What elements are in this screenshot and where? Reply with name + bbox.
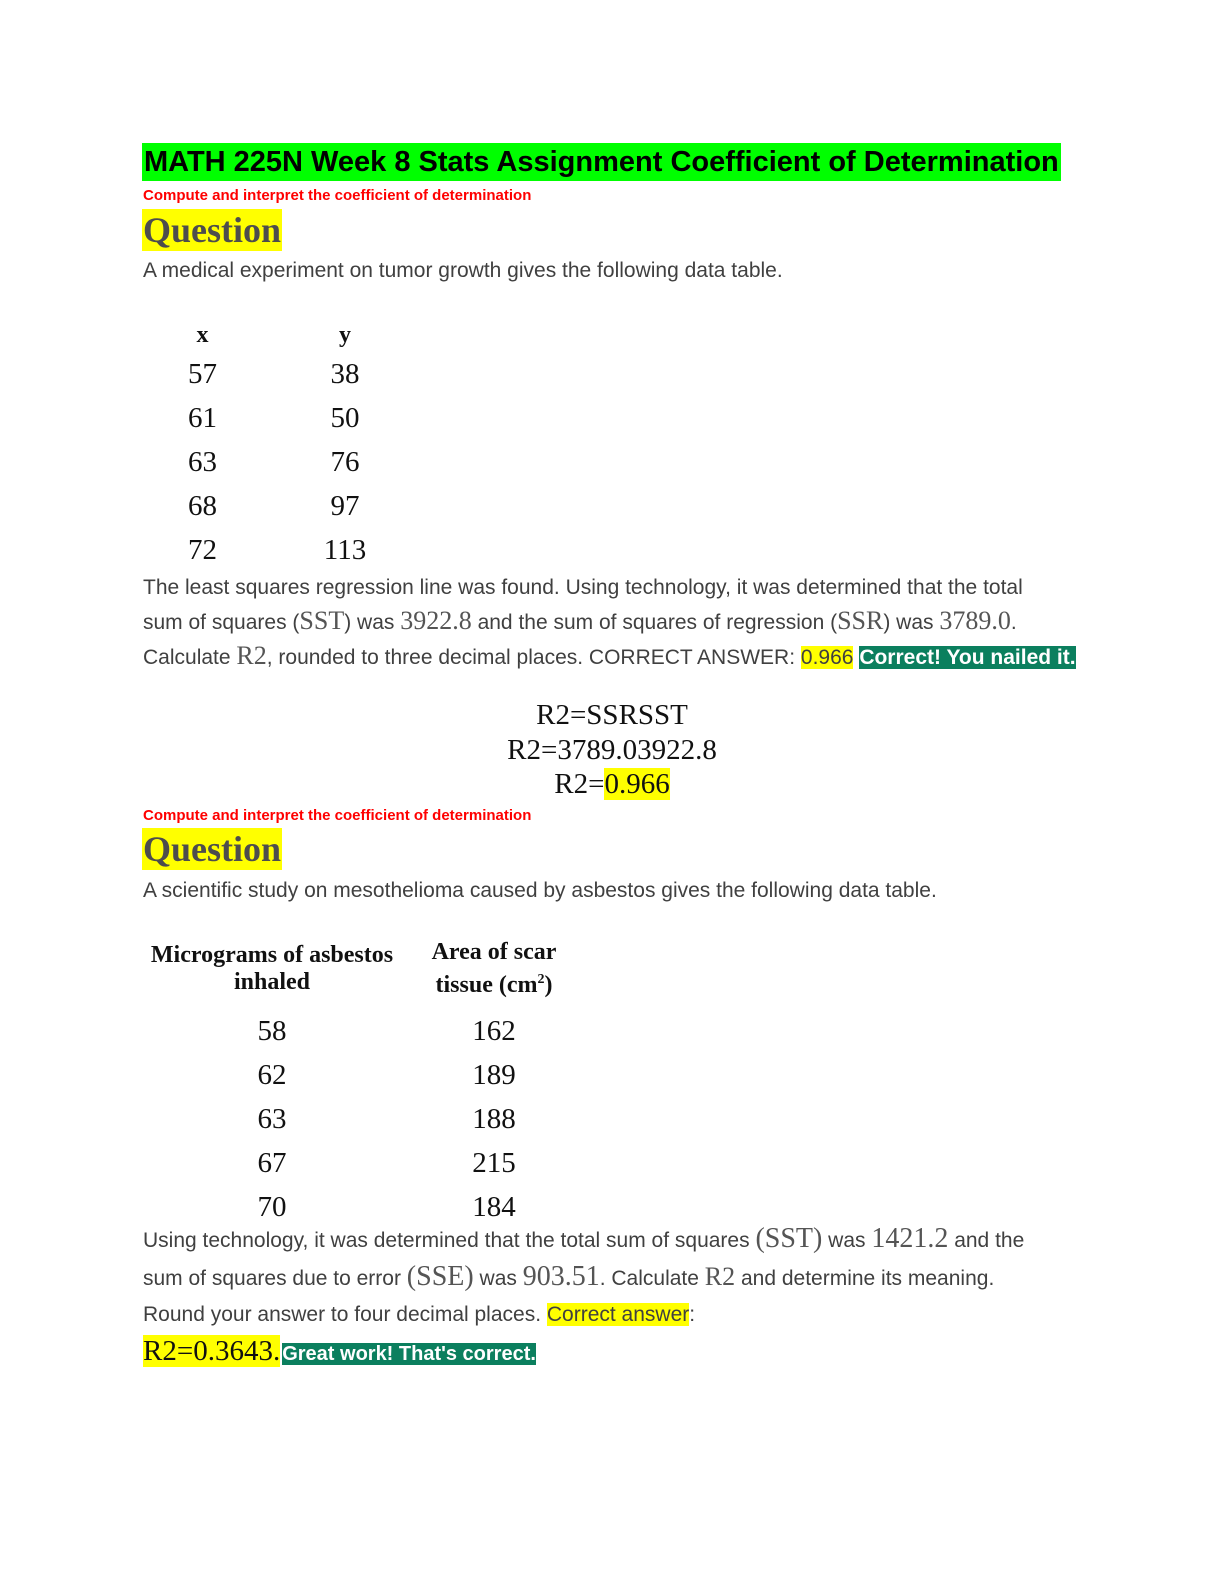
table-row — [148, 1141, 592, 1185]
q2-body — [143, 1221, 1103, 1372]
table-cell: 72 — [188, 533, 217, 566]
correct-answer-value: 0.966 — [800, 646, 854, 669]
q2-final-answer: R2=0.3643. — [143, 1335, 281, 1367]
sse-symbol: (SSE) — [406, 1261, 474, 1292]
table-cell: 61 — [188, 401, 217, 434]
q2-body-line3: Round your answer to four decimal places. Correct answer: — [143, 1303, 696, 1326]
table-cell: 63 — [188, 445, 217, 478]
q1-subtitle: Compute and interpret the coefficient of determination — [143, 187, 532, 204]
table-cell: 215 — [472, 1146, 516, 1179]
table-cell: 76 — [330, 445, 360, 478]
table-header-row — [160, 318, 445, 352]
q1-intro: A medical experiment on tumor growth gives the following data table. — [143, 259, 783, 282]
table-row — [160, 352, 445, 396]
q2-body-line2: sum of squares due to error (SSE) was 903.51. Calculate R2 and determine its meaning. — [143, 1261, 995, 1292]
table-cell: 184 — [472, 1190, 516, 1223]
q1-data-table — [160, 318, 445, 572]
table-row — [160, 396, 445, 440]
table-cell: 50 — [330, 401, 360, 434]
q2-data-table — [148, 939, 592, 1229]
q2-body-line1: Using technology, it was determined that the total sum of squares (SST) was 1421.2 and the — [143, 1223, 1025, 1254]
q1-feedback: Correct! You nailed it. — [859, 646, 1076, 669]
q2-answer-line — [143, 1333, 1103, 1372]
q1-formula-3: R2=0.966 — [554, 768, 670, 800]
col-header-x: x — [196, 321, 209, 348]
table-row — [160, 440, 445, 484]
q1-formula-2: R2=3789.03922.8 — [507, 734, 717, 766]
table-row — [148, 1097, 592, 1141]
q2-intro: A scientific study on mesothelioma caused by asbestos gives the following data table. — [143, 879, 937, 902]
table-header-row — [148, 939, 592, 1009]
table-cell: 38 — [330, 357, 360, 390]
table-row — [148, 1009, 592, 1053]
table-cell: 97 — [330, 489, 360, 522]
q1-formula-1: R2=SSRSST — [536, 699, 688, 731]
q2-heading: Question — [143, 829, 282, 869]
q1-heading: Question — [143, 210, 282, 250]
q1-body — [143, 571, 1093, 674]
table-cell: 70 — [257, 1190, 287, 1223]
sst-value: 3922.8 — [400, 606, 472, 635]
table-cell: 189 — [472, 1058, 516, 1091]
sst-symbol: SST — [299, 606, 345, 635]
r2-symbol: R2 — [704, 1262, 736, 1291]
col-header-scar-area: Area of scar tissue $(cm^2)$ — [431, 939, 557, 998]
col-header-asbestos: Micrograms of asbestos inhaled — [150, 942, 394, 995]
sse-value: 903.51 — [522, 1261, 600, 1292]
table-cell: 113 — [323, 533, 367, 566]
q2-subtitle: Compute and interpret the coefficient of determination — [143, 807, 532, 824]
q1-body-line1: The least squares regression line was found. Using technology, it was determined that the total — [143, 576, 1023, 599]
table-cell: 188 — [472, 1102, 516, 1135]
table-cell: 63 — [257, 1102, 287, 1135]
ssr-symbol: SSR — [837, 606, 884, 635]
sst-symbol: (SST) — [755, 1223, 823, 1254]
page-title: MATH 225N Week 8 Stats Assignment Coefficient of Determination — [142, 143, 1061, 181]
table-row — [160, 528, 445, 572]
table-row — [148, 1053, 592, 1097]
table-cell: 62 — [257, 1058, 287, 1091]
table-cell: 162 — [472, 1014, 516, 1047]
q1-final-value: 0.966 — [604, 768, 670, 800]
q1-body-line3: Calculate R2, rounded to three decimal places. CORRECT ANSWER: 0.966 Correct! You nailed it. — [143, 641, 1076, 670]
q1-body-line2: sum of squares (SST) was 3922.8 and the sum of squares of regression (SSR) was 3789.0. — [143, 606, 1017, 635]
table-cell: 68 — [188, 489, 217, 522]
table-row — [160, 484, 445, 528]
col-header-y: y — [339, 321, 351, 348]
table-cell: 67 — [257, 1146, 287, 1179]
correct-answer-label: Correct answer — [546, 1303, 690, 1326]
q2-feedback: Great work! That's correct. — [282, 1343, 536, 1365]
ssr-value: 3789.0 — [939, 606, 1011, 635]
sst-value: 1421.2 — [871, 1223, 949, 1254]
table-cell: 58 — [257, 1014, 287, 1047]
table-cell: 57 — [188, 357, 217, 390]
r2-symbol: R2 — [236, 641, 267, 670]
